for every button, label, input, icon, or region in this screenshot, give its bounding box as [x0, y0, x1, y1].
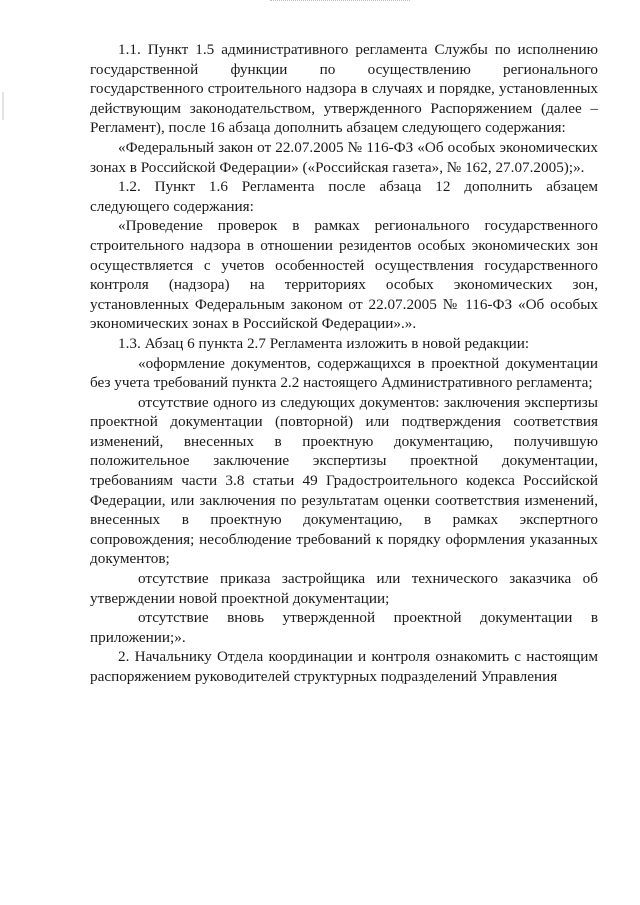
paragraph-absence-order: отсутствие приказа застройщика или технического заказчика об утверждении новой проектной документации;: [90, 570, 598, 607]
paragraph-1-2: 1.2. Пункт 1.6 Регламента после абзаца 12 дополнить абзацем следующего содержания:: [90, 178, 598, 215]
paragraph-absence-approved-docs: отсутствие вновь утвержденной проектной документации в приложении;».: [90, 609, 598, 646]
scan-artifact-top: [270, 0, 410, 5]
paragraph-1-3: 1.3. Абзац 6 пункта 2.7 Регламента изложить в новой редакции:: [118, 334, 530, 352]
paragraph-quote-inspections: «Проведение проверок в рамках регионального государственного строительного надзора в отношении резидентов особых экономических зон осуществляется с учетов особенностей осуществления государственного контроля (надзора) на территориях особых экономических зон, установленных Федеральным законом от 22.07.2005 № 116-ФЗ «Об особых экономических зонах в Российской Федерации».».: [90, 217, 598, 333]
paragraph-absence-expertise: отсутствие одного из следующих документов: заключения экспертизы проектной документации (повторной) или подтверждения соответствия изменений, внесенных в проектную документацию, получившую положительное заключение экспертизы проектной документации, требованиям части 3.8 статьи 49 Градостроительного кодекса Российской Федерации, или заключения по результатам оценки соответствия изменений, внесенных в проектную документацию, в рамках экспертного сопровождения; несоблюдение требований к порядку оформления указанных документов;: [90, 393, 598, 568]
scan-artifact-edge: [2, 92, 4, 120]
paragraph-1-1: 1.1. Пункт 1.5 административного регламента Службы по исполнению государственной функции по осуществлению регионального государственного строительного надзора в случаях и порядке, установленных действующим законодательством, утвержденного Распоряжением (далее – Регламент), после 16 абзаца дополнить абзацем следующего содержания:: [90, 41, 598, 137]
paragraph-2: 2. Начальнику Отдела координации и контроля ознакомить с настоящим распоряжением руководителей структурных подразделений Управления: [90, 648, 598, 685]
document-page: [90, 40, 598, 687]
paragraph-quote-federal-law: «Федеральный закон от 22.07.2005 № 116-ФЗ «Об особых экономических зонах в Российской Федерации» («Российская газета», № 162, 27.07.2005);».: [90, 138, 598, 176]
paragraph-quote-documents: «оформление документов, содержащихся в проектной документации без учета требований пункта 2.2 настоящего Административного регламента;: [90, 354, 598, 392]
